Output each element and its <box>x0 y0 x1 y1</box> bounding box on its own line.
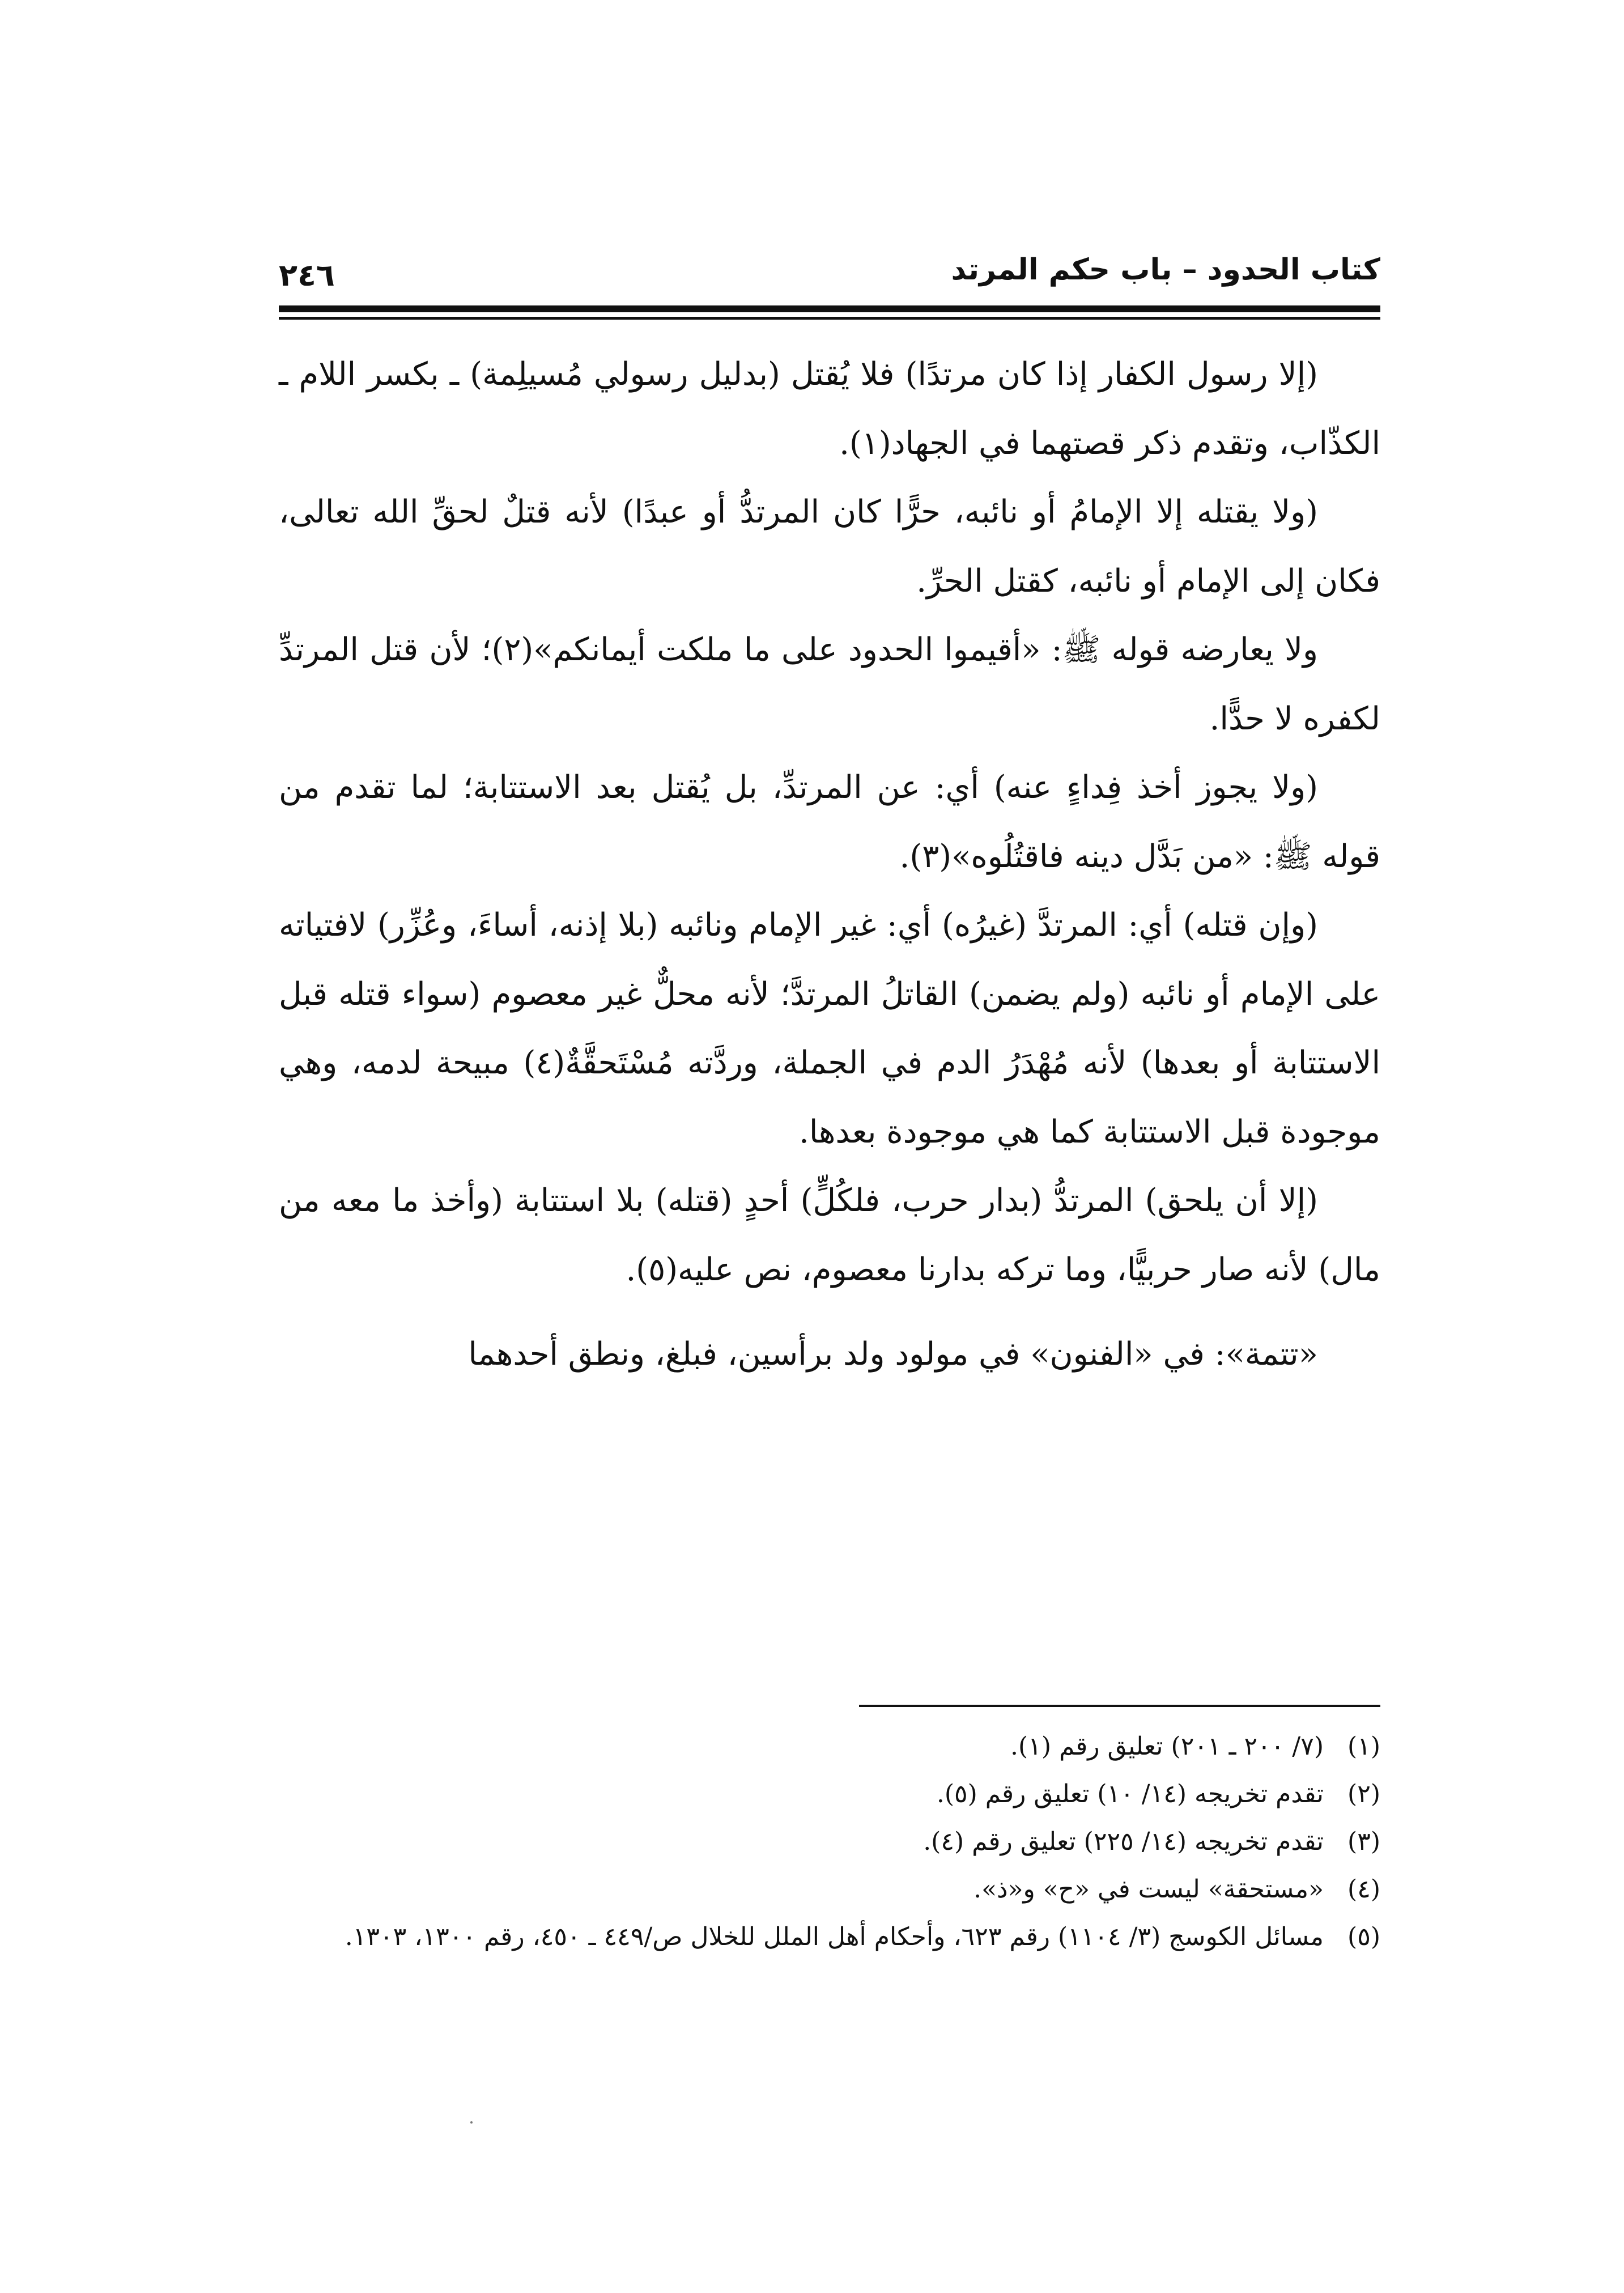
footnotes <box>279 1723 1380 1961</box>
footnote-number: (٥) <box>1347 1922 1380 1951</box>
footnote <box>279 1723 1380 1770</box>
header-rule-thin <box>279 317 1380 320</box>
header-rule-thick <box>279 305 1380 312</box>
footnote-number: (٢) <box>1347 1780 1380 1808</box>
footnote <box>279 1770 1380 1818</box>
footnote <box>279 1866 1380 1913</box>
paragraph: (إلا أن يلحق) المرتدُّ (بدار حرب، فلكُلٍّ) أحدٍ (قتله) بلا استتابة (وأخذ ما معه من مال) لأنه صار حربيًّا، وما تركه بدارنا معصوم، نص عليه(٥). <box>279 1182 1380 1288</box>
footnote <box>279 1818 1380 1866</box>
footnote-text: تقدم تخريجه (١٤/ ٢٢٥) تعليق رقم (٤). <box>923 1827 1324 1856</box>
footnote-number: (٣) <box>1347 1827 1380 1856</box>
running-title: كتاب الحدود – باب حكم المرتد <box>951 253 1380 287</box>
paragraph: ولا يعارضه قوله ﷺ: «أقيموا الحدود على ما ملكت أيمانكم»(٢)؛ لأن قتل المرتدِّ لكفره لا حدًّا. <box>279 631 1380 737</box>
paragraph: (ولا يقتله إلا الإمامُ أو نائبه، حرًّا كان المرتدُّ أو عبدًا) لأنه قتلٌ لحقِّ الله تعالى، فكان إلى الإمام أو نائبه، كقتل الحرِّ. <box>279 494 1380 600</box>
paragraph: (إلا رسول الكفار إذا كان مرتدًا) فلا يُقتل (بدليل رسولي مُسيلِمة) ـ بكسر اللام ـ الكذّاب، وتقدم ذكر قصتهما في الجهاد(١). <box>279 356 1380 462</box>
footnote-text: تقدم تخريجه (١٤/ ١٠) تعليق رقم (٥). <box>936 1780 1324 1808</box>
scan-speck <box>470 2121 473 2124</box>
footnote-text: مسائل الكوسج (٣/ ١١٠٤) رقم ٦٢٣، وأحكام أهل الملل للخلال ص/٤٤٩ ـ ٤٥٠، رقم ١٣٠٠، ١٣٠٣. <box>345 1922 1324 1951</box>
page-number: ٢٤٦ <box>279 257 335 293</box>
paragraph: «تتمة»: في «الفنون» في مولود ولد برأسين، فبلغ، ونطق أحدهما <box>468 1336 1318 1373</box>
paragraph: (ولا يجوز أخذ فِداءٍ عنه) أي: عن المرتدِّ، بل يُقتل بعد الاستتابة؛ لما تقدم من قوله ﷺ: «من بَدَّل دينه فاقتُلُوه»(٣). <box>279 769 1380 875</box>
footnote <box>279 1913 1380 1961</box>
footnote-number: (٤) <box>1347 1875 1380 1904</box>
main-text <box>279 340 1380 1389</box>
footnote-number: (١) <box>1347 1732 1380 1761</box>
page-header <box>279 235 1380 320</box>
paragraph: (وإن قتله) أي: المرتدَّ (غيرُه) أي: غير الإمام ونائبه (بلا إذنه، أساءَ، وعُزِّر) لافتياته على الإمام أو نائبه (ولم يضمن) القاتلُ المرتدَّ؛ لأنه محلٌّ غير معصوم (سواء قتله قبل الاستتابة أو بعدها) لأنه مُهْدَرُ الدم في الجملة، وردَّته مُسْتَحقَّةٌ(٤) مبيحة لدمه، وهي موجودة قبل الاستتابة كما هي موجودة بعدها. <box>279 907 1381 1150</box>
footnote-text: (٧/ ٢٠٠ ـ ٢٠١) تعليق رقم (١). <box>1010 1732 1324 1761</box>
footnote-separator <box>859 1705 1380 1707</box>
footnote-text: «مستحقة» ليست في «ح» و«ذ». <box>973 1875 1324 1904</box>
